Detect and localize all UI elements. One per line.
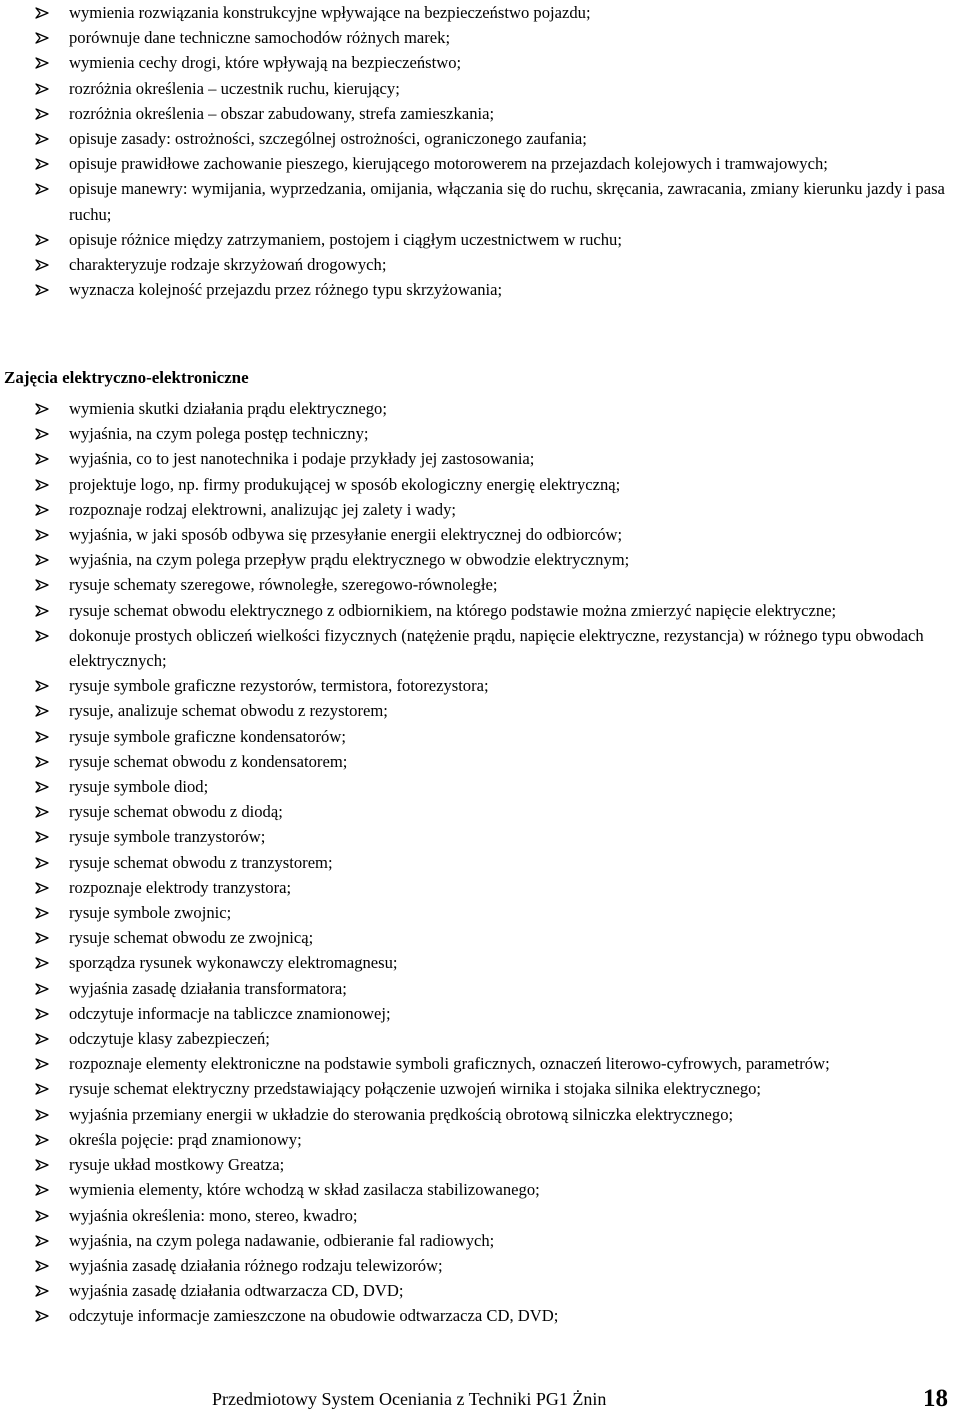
list-item bbox=[0, 572, 960, 597]
list-item-text: wymienia elementy, które wchodzą w skład zasilacza stabilizowanego; bbox=[69, 1180, 540, 1200]
arrowhead-bullet-icon bbox=[35, 1310, 49, 1322]
list-item-text: projektuje logo, np. firmy produkującej w sposób ekologiczny energię elektryczną; bbox=[69, 474, 621, 494]
list-item bbox=[0, 1026, 960, 1051]
arrowhead-bullet-icon bbox=[35, 428, 49, 440]
list-item bbox=[0, 472, 960, 497]
arrowhead-bullet-icon bbox=[35, 479, 49, 491]
list-item bbox=[0, 1303, 960, 1328]
arrowhead-bullet-icon bbox=[35, 1109, 49, 1121]
list-item-text: wyjaśnia przemiany energii w układzie do sterowania prędkością obrotową silniczka elektrycznego; bbox=[69, 1104, 734, 1124]
arrowhead-bullet-icon bbox=[35, 1159, 49, 1171]
list-item-text: opisuje prawidłowe zachowanie pieszego, kierującego motorowerem na przejazdach kolejowych i tramwajowych; bbox=[69, 154, 828, 174]
arrowhead-bullet-icon bbox=[35, 857, 49, 869]
requirements-list-traffic bbox=[0, 0, 960, 302]
list-item bbox=[0, 749, 960, 774]
list-item bbox=[0, 421, 960, 446]
arrowhead-bullet-icon bbox=[35, 630, 49, 642]
list-item bbox=[0, 1203, 960, 1228]
list-item-text: charakteryzuje rodzaje skrzyżowań drogowych; bbox=[69, 255, 387, 275]
list-item-text: rysuje schemat obwodu z tranzystorem; bbox=[69, 852, 333, 872]
list-item-text: sporządza rysunek wykonawczy elektromagnesu; bbox=[69, 953, 398, 973]
list-item bbox=[0, 950, 960, 975]
arrowhead-bullet-icon bbox=[35, 158, 49, 170]
list-item bbox=[0, 176, 960, 226]
arrowhead-bullet-icon bbox=[35, 284, 49, 296]
list-item bbox=[0, 1152, 960, 1177]
list-item bbox=[0, 547, 960, 572]
arrowhead-bullet-icon bbox=[35, 7, 49, 19]
list-item bbox=[0, 875, 960, 900]
list-item bbox=[0, 497, 960, 522]
list-item-text: wyjaśnia, na czym polega przepływ prądu elektrycznego w obwodzie elektrycznym; bbox=[69, 550, 630, 570]
list-item-text: odczytuje informacje na tabliczce znamionowej; bbox=[69, 1003, 391, 1023]
arrowhead-bullet-icon bbox=[35, 605, 49, 617]
arrowhead-bullet-icon bbox=[35, 1260, 49, 1272]
list-item-text: rozróżnia określenia – obszar zabudowany, strefa zamieszkania; bbox=[69, 103, 495, 123]
arrowhead-bullet-icon bbox=[35, 705, 49, 717]
list-item-text: rysuje schemat obwodu z kondensatorem; bbox=[69, 751, 348, 771]
list-item bbox=[0, 1253, 960, 1278]
list-item-text: wyjaśnia, co to jest nanotechnika i podaje przykłady jej zastosowania; bbox=[69, 449, 535, 469]
list-item bbox=[0, 25, 960, 50]
list-item-text: wyjaśnia określenia: mono, stereo, kwadro; bbox=[69, 1205, 358, 1225]
list-item bbox=[0, 522, 960, 547]
arrowhead-bullet-icon bbox=[35, 1033, 49, 1045]
arrowhead-bullet-icon bbox=[35, 1285, 49, 1297]
list-item bbox=[0, 1102, 960, 1127]
arrowhead-bullet-icon bbox=[35, 1083, 49, 1095]
requirements-list-electrical bbox=[0, 396, 960, 1329]
list-item bbox=[0, 1051, 960, 1076]
list-item bbox=[0, 673, 960, 698]
list-item-text: wyjaśnia zasadę działania transformatora; bbox=[69, 978, 347, 998]
list-item-text: rysuje symbole graficzne rezystorów, termistora, fotorezystora; bbox=[69, 676, 489, 696]
arrowhead-bullet-icon bbox=[35, 1058, 49, 1070]
arrowhead-bullet-icon bbox=[35, 1008, 49, 1020]
list-item bbox=[0, 850, 960, 875]
list-item bbox=[0, 698, 960, 723]
section-heading: Zajęcia elektryczno-elektroniczne bbox=[4, 368, 249, 387]
list-item bbox=[0, 1278, 960, 1303]
list-item bbox=[0, 1076, 960, 1101]
list-item-text: wyznacza kolejność przejazdu przez różnego typu skrzyżowania; bbox=[69, 280, 503, 300]
list-item bbox=[0, 598, 960, 623]
list-item-text: dokonuje prostych obliczeń wielkości fizycznych (natężenie prądu, napięcie elektryczne, rezystancja) w różnego typu obwodach elektrycznych; bbox=[69, 625, 924, 671]
list-item-text: rysuje symbole zwojnic; bbox=[69, 903, 232, 923]
arrowhead-bullet-icon bbox=[35, 259, 49, 271]
list-item bbox=[0, 1177, 960, 1202]
arrowhead-bullet-icon bbox=[35, 83, 49, 95]
list-item-text: rysuje układ mostkowy Greatza; bbox=[69, 1155, 285, 1175]
list-item-text: rozpoznaje elektrody tranzystora; bbox=[69, 877, 292, 897]
list-item-text: wyjaśnia zasadę działania różnego rodzaju telewizorów; bbox=[69, 1255, 443, 1275]
list-item bbox=[0, 446, 960, 471]
list-item bbox=[0, 799, 960, 824]
arrowhead-bullet-icon bbox=[35, 1210, 49, 1222]
arrowhead-bullet-icon bbox=[35, 554, 49, 566]
list-item bbox=[0, 50, 960, 75]
arrowhead-bullet-icon bbox=[35, 1235, 49, 1247]
list-item-text: wymienia rozwiązania konstrukcyjne wpływające na bezpieczeństwo pojazdu; bbox=[69, 3, 591, 22]
arrowhead-bullet-icon bbox=[35, 579, 49, 591]
list-item-text: opisuje manewry: wymijania, wyprzedzania, omijania, włączania się do ruchu, skręcania, zawracania, zmiany kierunku jazdy i pasa ruchu; bbox=[69, 179, 945, 224]
list-item bbox=[0, 151, 960, 176]
list-item-text: rysuje symbole tranzystorów; bbox=[69, 827, 266, 847]
list-item bbox=[0, 277, 960, 302]
arrowhead-bullet-icon bbox=[35, 453, 49, 465]
list-item bbox=[0, 76, 960, 101]
list-item-text: opisuje zasady: ostrożności, szczególnej ostrożności, ograniczonego zaufania; bbox=[69, 129, 587, 149]
list-item-text: opisuje różnice między zatrzymaniem, postojem i ciągłym uczestnictwem w ruchu; bbox=[69, 229, 622, 249]
list-item bbox=[0, 724, 960, 749]
arrowhead-bullet-icon bbox=[35, 32, 49, 44]
list-item bbox=[0, 623, 960, 673]
arrowhead-bullet-icon bbox=[35, 756, 49, 768]
arrowhead-bullet-icon bbox=[35, 882, 49, 894]
list-item-text: rysuje schemat obwodu ze zwojnicą; bbox=[69, 928, 314, 948]
arrowhead-bullet-icon bbox=[35, 529, 49, 541]
list-item bbox=[0, 396, 960, 421]
arrowhead-bullet-icon bbox=[35, 831, 49, 843]
list-item-text: rysuje schemat obwodu elektrycznego z odbiornikiem, na którego podstawie można zmierzyć napięcie elektryczne; bbox=[69, 600, 837, 620]
list-item-text: porównuje dane techniczne samochodów różnych marek; bbox=[69, 28, 451, 48]
list-item bbox=[0, 1127, 960, 1152]
list-item-text: odczytuje klasy zabezpieczeń; bbox=[69, 1029, 270, 1049]
list-item bbox=[0, 101, 960, 126]
arrowhead-bullet-icon bbox=[35, 504, 49, 516]
list-item-text: rysuje symbole diod; bbox=[69, 777, 209, 797]
list-item-text: rysuje schematy szeregowe, równoległe, szeregowo-równoległe; bbox=[69, 575, 498, 595]
arrowhead-bullet-icon bbox=[35, 57, 49, 69]
list-item-text: wyjaśnia, na czym polega nadawanie, odbieranie fal radiowych; bbox=[69, 1230, 495, 1250]
arrowhead-bullet-icon bbox=[35, 1134, 49, 1146]
list-item bbox=[0, 227, 960, 252]
list-item-text: rozpoznaje elementy elektroniczne na podstawie symboli graficznych, oznaczeń literowo-cyfrowych, parametrów; bbox=[69, 1054, 830, 1074]
list-item-text: wyjaśnia, w jaki sposób odbywa się przesyłanie energii elektrycznej do odbiorców; bbox=[69, 525, 623, 545]
arrowhead-bullet-icon bbox=[35, 108, 49, 120]
list-item-text: wymienia skutki działania prądu elektrycznego; bbox=[69, 399, 387, 418]
arrowhead-bullet-icon bbox=[35, 680, 49, 692]
list-item-text: rysuje symbole graficzne kondensatorów; bbox=[69, 726, 346, 746]
arrowhead-bullet-icon bbox=[35, 183, 49, 195]
list-item-text: rysuje, analizuje schemat obwodu z rezystorem; bbox=[69, 701, 388, 721]
arrowhead-bullet-icon bbox=[35, 133, 49, 145]
list-item bbox=[0, 1001, 960, 1026]
list-item-text: wymienia cechy drogi, które wpływają na bezpieczeństwo; bbox=[69, 53, 462, 73]
list-item bbox=[0, 976, 960, 1001]
arrowhead-bullet-icon bbox=[35, 932, 49, 944]
arrowhead-bullet-icon bbox=[35, 234, 49, 246]
list-item-text: określa pojęcie: prąd znamionowy; bbox=[69, 1129, 302, 1149]
list-item-text: odczytuje informacje zamieszczone na obudowie odtwarzacza CD, DVD; bbox=[69, 1306, 559, 1326]
arrowhead-bullet-icon bbox=[35, 983, 49, 995]
list-item-text: rysuje schemat elektryczny przedstawiający połączenie uzwojeń wirnika i stojaka silnika elektrycznego; bbox=[69, 1079, 762, 1099]
list-item bbox=[0, 824, 960, 849]
list-item bbox=[0, 0, 960, 25]
page-number: 18 bbox=[923, 1385, 948, 1412]
arrowhead-bullet-icon bbox=[35, 806, 49, 818]
arrowhead-bullet-icon bbox=[35, 1184, 49, 1196]
list-item-text: rozpoznaje rodzaj elektrowni, analizując jej zalety i wady; bbox=[69, 499, 457, 519]
list-item bbox=[0, 925, 960, 950]
arrowhead-bullet-icon bbox=[35, 907, 49, 919]
list-item bbox=[0, 126, 960, 151]
arrowhead-bullet-icon bbox=[35, 781, 49, 793]
list-item bbox=[0, 774, 960, 799]
list-item-text: wyjaśnia, na czym polega postęp techniczny; bbox=[69, 424, 369, 444]
arrowhead-bullet-icon bbox=[35, 403, 49, 415]
arrowhead-bullet-icon bbox=[35, 957, 49, 969]
list-item-text: wyjaśnia zasadę działania odtwarzacza CD, DVD; bbox=[69, 1281, 404, 1301]
list-item bbox=[0, 1228, 960, 1253]
list-item bbox=[0, 900, 960, 925]
arrowhead-bullet-icon bbox=[35, 731, 49, 743]
list-item bbox=[0, 252, 960, 277]
list-item-text: rysuje schemat obwodu z diodą; bbox=[69, 802, 283, 822]
list-item-text: rozróżnia określenia – uczestnik ruchu, kierujący; bbox=[69, 78, 400, 98]
footer-text: Przedmiotowy System Oceniania z Techniki PG1 Żnin bbox=[212, 1389, 607, 1409]
